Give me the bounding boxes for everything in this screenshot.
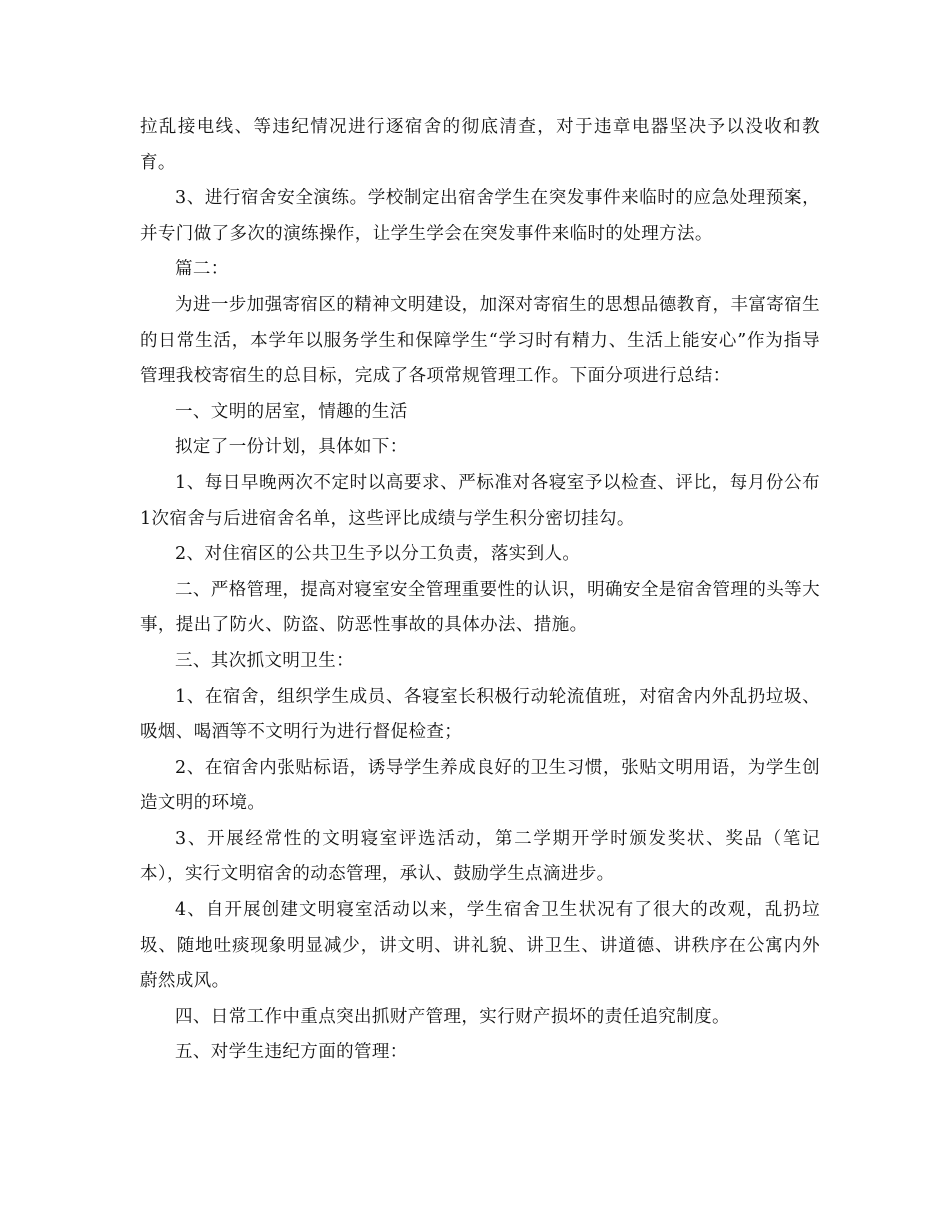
list-item: 2、对住宿区的公共卫生予以分工负责，落实到人。 — [175, 544, 581, 565]
section-heading: 四、日常工作中重点突出抓财产管理，实行财产损坏的责任追究制度。 — [175, 1006, 730, 1027]
section-heading: 五、对学生违纪方面的管理： — [175, 1042, 408, 1063]
list-item: 2、在宿舍内张贴标语，诱导学生养成良好的卫生习惯，张贴文明用语，为学生创造文明的环境。 — [140, 757, 820, 814]
document-body — [140, 110, 820, 1071]
section-heading: 一、文明的居室，情趣的生活 — [175, 401, 408, 422]
list-item: 4、自开展创建文明寝室活动以来，学生宿舍卫生状况有了很大的改观，乱扔垃圾、随地吐痰现象明显减少，讲文明、讲礼貌、讲卫生、讲道德、讲秩序在公寓内外蔚然成风。 — [140, 900, 820, 992]
paragraph: 为进一步加强寄宿区的精神文明建设，加深对寄宿生的思想品德教育，丰富寄宿生的日常生活，本学年以服务学生和保障学生“学习时有精力、生活上能安心”作为指导管理我校寄宿生的总目标，完成了各项常规管理工作。下面分项进行总结： — [140, 294, 820, 387]
paragraph: 3、进行宿舍安全演练。学校制定出宿舍学生在突发事件来临时的应急处理预案，并专门做了多次的演练操作，让学生学会在突发事件来临时的处理方法。 — [140, 188, 820, 244]
paragraph: 拟定了一份计划，具体如下： — [175, 437, 408, 458]
section-heading: 二、严格管理，提高对寝室安全管理重要性的认识，明确安全是宿舍管理的头等大事，提出了防火、防盗、防恶性事故的具体办法、措施。 — [140, 579, 820, 636]
list-item: 1、每日早晚两次不定时以高要求、严标准对各寝室予以检查、评比，每月份公布1次宿舍与后进宿舍名单，这些评比成绩与学生积分密切挂勾。 — [140, 472, 820, 529]
paragraph: 拉乱接电线、等违纪情况进行逐宿舍的彻底清查，对于违章电器坚决予以没收和教育。 — [140, 117, 820, 173]
section-heading: 篇二： — [175, 259, 229, 280]
list-item: 1、在宿舍，组织学生成员、各寝室长积极行动轮流值班，对宿舍内外乱扔垃圾、吸烟、喝酒等不文明行为进行督促检查； — [140, 686, 820, 743]
section-heading: 三、其次抓文明卫生： — [175, 650, 354, 671]
list-item: 3、开展经常性的文明寝室评选活动，第二学期开学时颁发奖状、奖品（笔记本），实行文明宿舍的动态管理，承认、鼓励学生点滴进步。 — [140, 828, 820, 885]
